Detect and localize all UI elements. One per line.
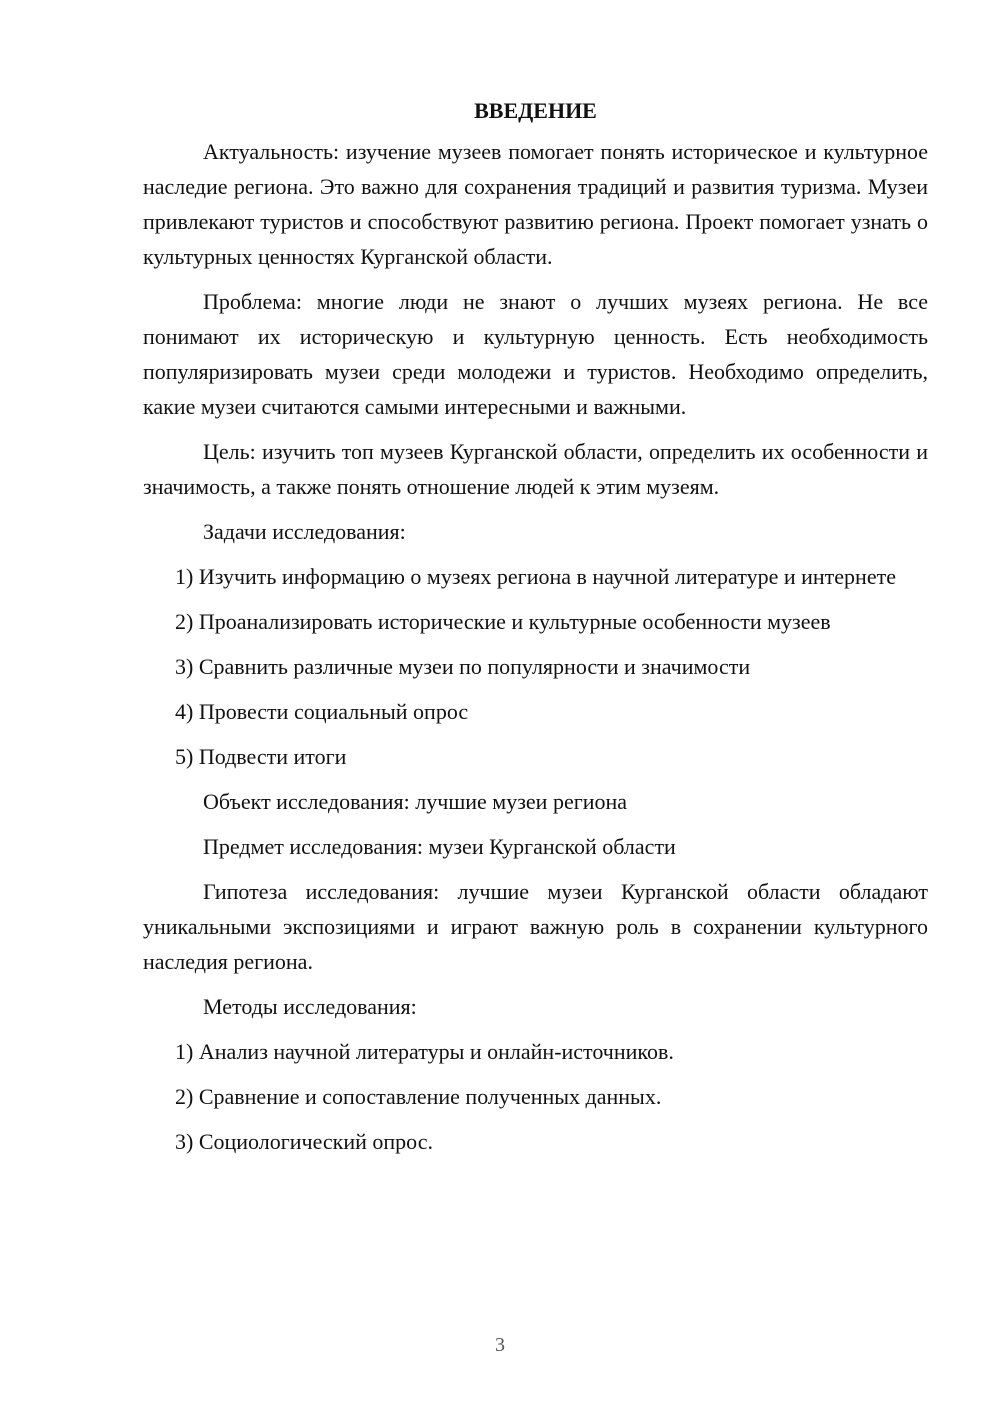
method-item: 1) Анализ научной литературы и онлайн-источников. [175, 1039, 674, 1064]
problem-paragraph: Проблема: многие люди не знают о лучших музеях региона. Не все понимают их историческую и культурную ценность. Есть необходимость популяризировать музеи среди молодежи и туристов. Необходимо определить, какие музеи считаются самыми интересными и важными. [143, 289, 928, 419]
method-item: 3) Социологический опрос. [175, 1129, 433, 1154]
tasks-heading: Задачи исследования: [203, 519, 406, 544]
task-item: 4) Провести социальный опрос [175, 699, 469, 724]
page-number: 3 [495, 1334, 505, 1356]
methods-heading: Методы исследования: [203, 994, 417, 1019]
object-paragraph: Объект исследования: лучшие музеи региона [203, 789, 628, 814]
task-item: 5) Подвести итоги [175, 744, 347, 769]
method-item: 2) Сравнение и сопоставление полученных данных. [175, 1084, 662, 1109]
task-item: 1) Изучить информацию о музеях региона в научной литературе и интернете [175, 564, 896, 589]
relevance-paragraph: Актуальность: изучение музеев помогает понять историческое и культурное наследие региона. Это важно для сохранения традиций и развития туризма. Музеи привлекают туристов и способствуют развитию региона. Проект помогает узнать о культурных ценностях Курганской области. [143, 139, 928, 269]
document-page [143, 96, 928, 1169]
section-title: ВВЕДЕНИЕ [474, 98, 597, 123]
subject-paragraph: Предмет исследования: музеи Курганской области [203, 834, 676, 859]
goal-paragraph: Цель: изучить топ музеев Курганской области, определить их особенности и значимость, а также понять отношение людей к этим музеям. [143, 439, 928, 499]
task-item: 2) Проанализировать исторические и культурные особенности музеев [175, 609, 831, 634]
task-item: 3) Сравнить различные музеи по популярности и значимости [175, 654, 751, 679]
hypothesis-paragraph: Гипотеза исследования: лучшие музеи Курганской области обладают уникальными экспозициями и играют важную роль в сохранении культурного наследия региона. [143, 879, 928, 974]
